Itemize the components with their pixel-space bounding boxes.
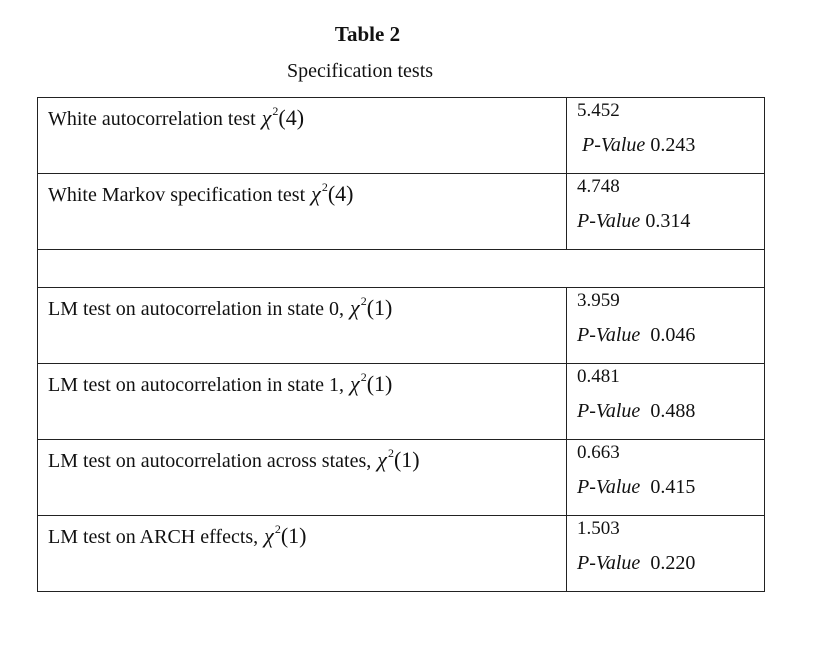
chi-degrees-of-freedom: (1) bbox=[366, 295, 393, 320]
p-value-label: P-Value bbox=[577, 476, 641, 498]
chi-square-symbol bbox=[350, 295, 367, 320]
p-value-line bbox=[567, 464, 764, 499]
chi-symbol: χ bbox=[377, 447, 387, 472]
p-value-label: P-Value bbox=[577, 324, 641, 346]
table-row bbox=[38, 516, 765, 592]
chi-symbol: χ bbox=[311, 181, 321, 206]
test-label bbox=[38, 98, 566, 131]
test-name-cell bbox=[38, 516, 567, 592]
table-subtitle: Specification tests bbox=[286, 60, 434, 82]
test-statistic: 5.452 bbox=[577, 100, 620, 121]
table-row bbox=[38, 440, 765, 516]
chi-degrees-of-freedom: (4) bbox=[278, 105, 305, 130]
chi-square-symbol bbox=[377, 447, 394, 472]
chi-superscript: 2 bbox=[272, 104, 279, 118]
chi-symbol: χ bbox=[350, 295, 360, 320]
chi-degrees-of-freedom: (4) bbox=[327, 181, 354, 206]
empty-cell bbox=[38, 250, 765, 288]
table-row bbox=[38, 174, 765, 250]
test-label bbox=[38, 516, 566, 549]
chi-symbol: χ bbox=[261, 105, 272, 130]
test-label bbox=[38, 288, 566, 321]
chi-superscript: 2 bbox=[360, 294, 367, 308]
test-name: White autocorrelation test bbox=[48, 108, 256, 130]
table-row bbox=[38, 98, 765, 174]
result-cell bbox=[567, 98, 765, 174]
result-cell bbox=[567, 288, 765, 364]
p-value-label: P-Value bbox=[577, 552, 641, 574]
chi-superscript: 2 bbox=[274, 522, 281, 536]
result-cell bbox=[567, 440, 765, 516]
chi-square-symbol bbox=[311, 181, 328, 206]
p-value: 0.415 bbox=[650, 476, 696, 498]
chi-degrees-of-freedom: (1) bbox=[366, 371, 393, 396]
result-cell bbox=[567, 364, 765, 440]
p-value-label: P-Value bbox=[582, 134, 646, 156]
p-value-line bbox=[567, 388, 764, 423]
test-label bbox=[38, 174, 566, 207]
test-name: LM test on autocorrelation in state 0, bbox=[48, 298, 345, 320]
p-value-line bbox=[567, 540, 764, 575]
result-cell bbox=[567, 516, 765, 592]
test-name-cell bbox=[38, 288, 567, 364]
test-name-cell bbox=[38, 364, 567, 440]
table-row bbox=[38, 364, 765, 440]
p-value-line bbox=[567, 122, 764, 157]
p-value-label: P-Value bbox=[577, 210, 641, 232]
spacer-row bbox=[38, 250, 765, 288]
test-name: LM test on autocorrelation in state 1, bbox=[48, 374, 345, 396]
chi-symbol: χ bbox=[350, 371, 360, 396]
p-value: 0.243 bbox=[650, 134, 696, 156]
test-statistic: 0.663 bbox=[577, 442, 620, 463]
chi-superscript: 2 bbox=[360, 370, 367, 384]
test-label bbox=[38, 364, 566, 397]
chi-square-symbol bbox=[262, 105, 279, 130]
table-row bbox=[38, 288, 765, 364]
test-label bbox=[38, 440, 566, 473]
p-value: 0.314 bbox=[645, 210, 691, 232]
table-title: Table 2 bbox=[334, 22, 401, 46]
test-statistic: 1.503 bbox=[577, 518, 620, 539]
chi-symbol: χ bbox=[264, 523, 274, 548]
specification-tests-table bbox=[37, 97, 765, 592]
p-value: 0.488 bbox=[650, 400, 696, 422]
test-name: LM test on ARCH effects, bbox=[48, 526, 259, 548]
p-value: 0.046 bbox=[650, 324, 696, 346]
chi-square-symbol bbox=[264, 523, 281, 548]
test-statistic: 4.748 bbox=[577, 176, 620, 197]
chi-superscript: 2 bbox=[321, 180, 328, 194]
p-value: 0.220 bbox=[650, 552, 696, 574]
test-name: White Markov specification test bbox=[48, 184, 306, 206]
p-value-label: P-Value bbox=[577, 400, 641, 422]
chi-degrees-of-freedom: (1) bbox=[280, 523, 307, 548]
test-name-cell bbox=[38, 174, 567, 250]
test-name: LM test on autocorrelation across states, bbox=[48, 450, 372, 472]
test-name-cell bbox=[38, 98, 567, 174]
chi-superscript: 2 bbox=[387, 446, 394, 460]
test-name-cell bbox=[38, 440, 567, 516]
test-statistic: 3.959 bbox=[577, 290, 620, 311]
chi-degrees-of-freedom: (1) bbox=[393, 447, 420, 472]
test-statistic: 0.481 bbox=[577, 366, 620, 387]
chi-square-symbol bbox=[350, 371, 367, 396]
p-value-line bbox=[567, 198, 764, 233]
p-value-line bbox=[567, 312, 764, 347]
result-cell bbox=[567, 174, 765, 250]
